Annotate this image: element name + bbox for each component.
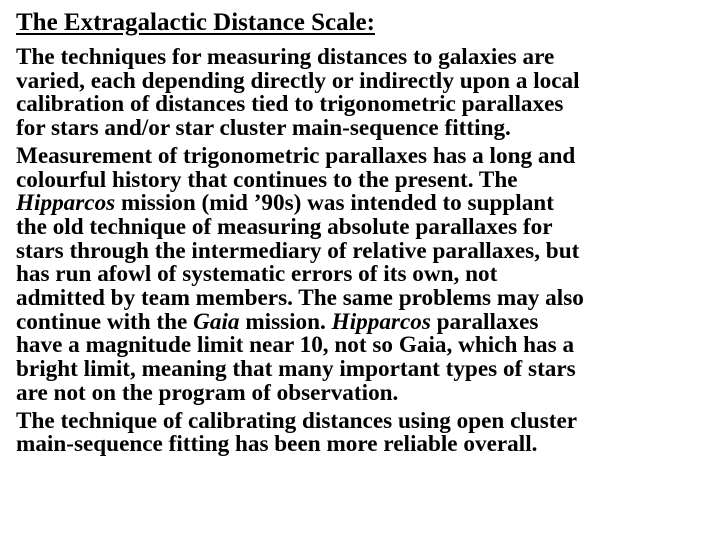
text-line [16,407,712,434]
text-segment: are not on the program of observation. [16,379,399,406]
text-segment: mission (mid ’90s) was intended to supplant [115,190,554,217]
text-line [16,358,712,382]
text-segment: main-sequence fitting has been more reliable overall. [16,431,538,458]
text-line [16,93,712,117]
text-line [16,117,712,141]
text-segment: Measurement of trigonometric parallaxes has a long and [16,142,576,169]
text-segment: have a magnitude limit near 10, not so Gaia, which has a [16,332,575,359]
text-line [16,192,712,216]
italic-text-segment: Hipparcos [331,308,431,335]
body-paragraph [16,407,712,458]
text-segment: The technique of calibrating distances using open cluster [16,407,578,434]
text-line [16,287,712,311]
text-segment: calibration of distances tied to trigonometric parallaxes [16,91,564,118]
text-line [16,142,712,169]
text-segment: colourful history that continues to the present. The [16,166,518,193]
text-line [16,263,712,287]
text-segment: varied, each depending directly or indirectly upon a local [16,67,580,94]
text-segment: the old technique of measuring absolute parallaxes for [16,213,553,240]
slide-body [16,46,712,461]
text-segment: stars through the intermediary of relative parallaxes, but [16,237,580,264]
text-line [16,334,712,358]
body-paragraph [16,46,712,141]
text-segment: admitted by team members. The same problems may also [16,285,584,312]
text-segment: continue with the [16,308,194,335]
text-line [16,433,712,457]
text-line [16,166,712,193]
italic-text-segment: Hipparcos [16,190,116,217]
text-segment: has run afowl of systematic errors of its own, not [16,261,498,288]
text-line [16,308,712,335]
text-line [16,379,712,406]
text-segment: parallaxes [430,308,539,335]
italic-text-segment: Gaia [193,308,240,335]
body-paragraph [16,142,712,406]
text-segment: for stars and/or star cluster main-sequence fitting. [16,115,511,142]
text-line [16,67,712,94]
slide-title: The Extragalactic Distance Scale: [16,9,375,36]
text-line [16,237,712,264]
text-line [16,213,712,240]
text-segment: mission. [239,308,332,335]
text-segment: bright limit, meaning that many important types of stars [16,356,576,383]
text-line [16,46,712,70]
text-segment: The techniques for measuring distances to galaxies are [16,44,555,70]
